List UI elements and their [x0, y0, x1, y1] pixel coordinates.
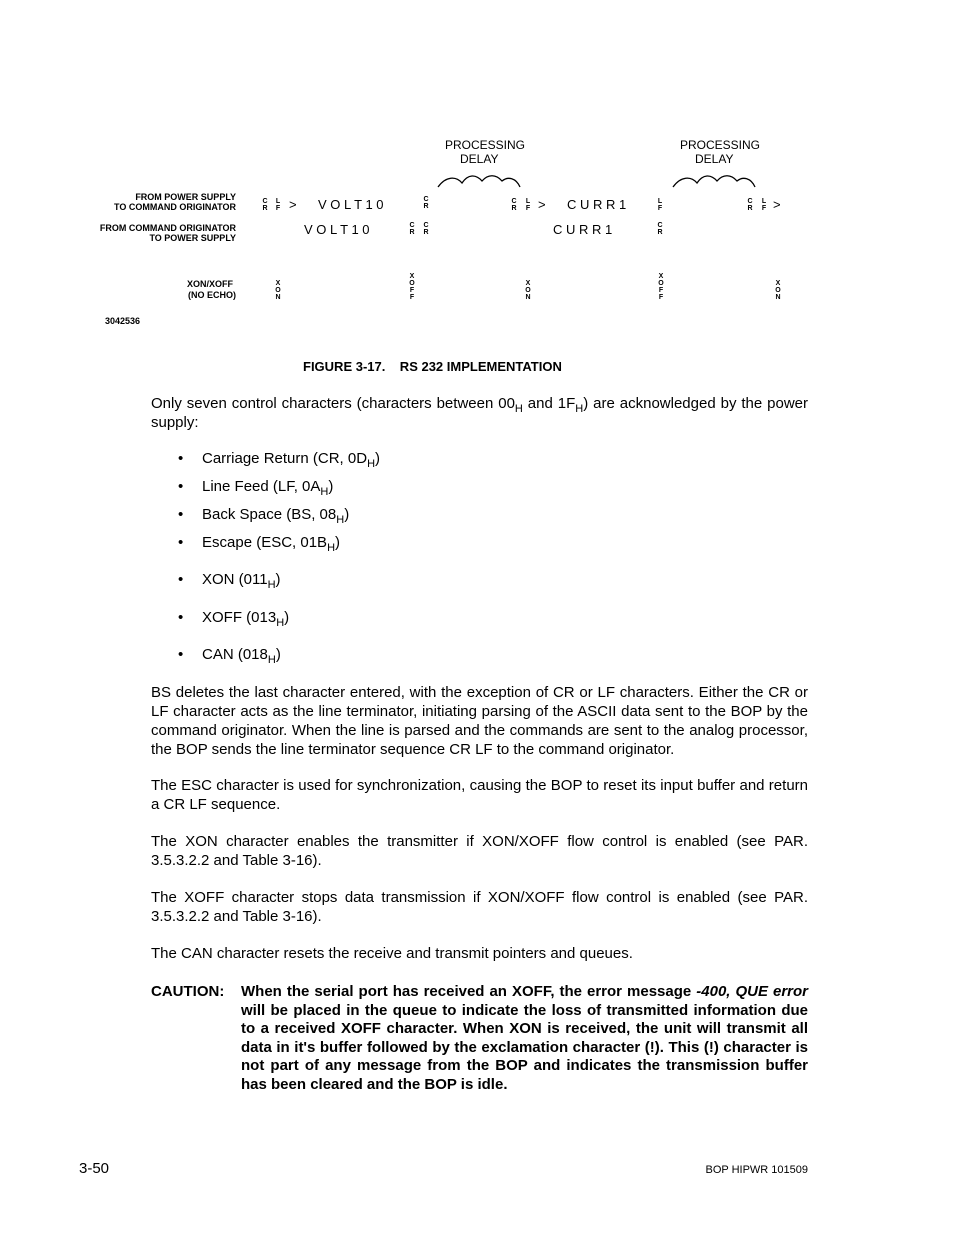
curr-sent-text: C U R R 1 [553, 222, 613, 237]
svg-text:F: F [761, 205, 767, 212]
svg-text:C: C [657, 222, 663, 229]
xoff-paragraph: The XOFF character stops data transmission if XON/XOFF flow control is enabled (see PAR. 3.5.3.2.2 and Table 3-16). [151, 889, 808, 925]
caution-text: When the serial port has received an XOFF, the error message -400, QUE error will be placed in the queue to indicate the loss of transmitted information due to a received XOFF character. When XON is received, the unit will transmit all data in it's buffer followed by the exclamation character (!). This (!) character is not part of any message from the BOP and indicates the transmission buffer has been cleared and the BOP is idle. [241, 983, 808, 1093]
rs232-figure [0, 0, 954, 340]
svg-text:O: O [775, 287, 781, 294]
label-from-orig-2: TO POWER SUPPLY [149, 233, 236, 243]
delay-label-1: DELAY [460, 152, 499, 166]
prompt-1: > [289, 197, 297, 212]
svg-text:R: R [657, 229, 663, 236]
svg-text:C: C [423, 196, 429, 203]
svg-text:R: R [423, 203, 429, 210]
volt-sent-text: V O L T 1 0 [304, 222, 370, 237]
svg-text:N: N [525, 294, 531, 301]
svg-text:N: N [775, 294, 781, 301]
svg-text:R: R [747, 205, 753, 212]
crlf-sent-overlay [0, 0, 954, 340]
svg-text:X: X [658, 273, 664, 280]
svg-text:F: F [657, 205, 663, 212]
document-id: BOP HIPWR 101509 [705, 1164, 808, 1176]
svg-text:L: L [275, 198, 281, 205]
svg-text:L: L [761, 198, 767, 205]
label-from-supply-2: TO COMMAND ORIGINATOR [114, 202, 236, 212]
list-item: • CAN $(018_H)$ [178, 646, 281, 666]
svg-text:X: X [409, 273, 415, 280]
label-from-supply-1: FROM POWER SUPPLY [135, 192, 236, 202]
svg-text:X: X [775, 280, 781, 287]
svg-text:O: O [409, 280, 415, 287]
esc-paragraph: The ESC character is used for synchronization, causing the BOP to reset its input buffer and return a CR LF sequence. [151, 777, 808, 813]
svg-text:R: R [423, 229, 429, 236]
list-item: • Back Space (BS, $08_H$) [178, 506, 350, 526]
prompt-3: > [773, 197, 781, 212]
svg-text:F: F [525, 205, 531, 212]
svg-text:O: O [525, 287, 531, 294]
svg-text:L: L [657, 198, 663, 205]
svg-text:C: C [747, 198, 753, 205]
list-item: • Escape (ESC, $01B_H$) [178, 534, 341, 554]
crlf-sent-volt-r: R [409, 229, 415, 236]
svg-text:C: C [262, 198, 268, 205]
label-xon-1: XON/XOFF [186, 279, 233, 289]
svg-text:X: X [275, 280, 281, 287]
list-item: • XOFF $(013_H)$ [178, 609, 290, 629]
xon-paragraph: The XON character enables the transmitter if XON/XOFF flow control is enabled (see PAR. 3.5.3.2.2 and Table 3-16). [151, 833, 808, 869]
processing-label-1: PROCESSING [445, 138, 526, 152]
delay-label-2: DELAY [695, 152, 734, 166]
svg-text:F: F [658, 287, 664, 294]
svg-text:L: L [525, 198, 531, 205]
list-item: • XON $(011_H)$ [178, 571, 281, 591]
curr-echo-text: C U R R 1 [567, 197, 627, 212]
page-number: 3-50 [79, 1160, 110, 1177]
svg-text:R: R [262, 205, 268, 212]
figure-id-code: 3042536 [105, 316, 141, 326]
svg-text:F: F [658, 294, 664, 301]
prompt-2: > [538, 197, 546, 212]
svg-text:X: X [525, 280, 531, 287]
label-from-orig-1: FROM COMMAND ORIGINATOR [99, 223, 236, 233]
svg-text:F: F [275, 205, 281, 212]
svg-text:O: O [658, 280, 664, 287]
svg-text:F: F [409, 294, 415, 301]
svg-text:C: C [511, 198, 517, 205]
caution-label: CAUTION: [151, 983, 225, 1000]
bs-paragraph: BS deletes the last character entered, with the exception of CR or LF characters. Either the CR or LF character acts as the line terminator, initiating parsing of the ASCII data sent to the BOP by the command originator. When the line is parsed and the commands are sent to the analog processor, the BOP sends the line terminator sequence CR LF to the command originator. [151, 684, 808, 758]
can-paragraph: The CAN character resets the receive and transmit pointers and queues. [151, 945, 633, 962]
processing-label-2: PROCESSING [680, 138, 761, 152]
svg-text:R: R [511, 205, 517, 212]
svg-text:F: F [409, 287, 415, 294]
volt-echo-text: V O L T 1 0 [318, 197, 384, 212]
svg-text:O: O [275, 287, 281, 294]
intro-paragraph: Only seven control characters (characters between $00_H$ and $1F_H$) are acknowledged by the power supply: [151, 395, 809, 431]
list-item: • Line Feed (LF, $0A_H$) [178, 478, 334, 498]
label-xon-2: (NO ECHO) [188, 290, 236, 300]
list-item: • Carriage Return (CR, $0D_H$) [178, 450, 381, 470]
svg-text:C: C [423, 222, 429, 229]
crlf-sent-volt-c: C [409, 222, 415, 229]
svg-text:N: N [275, 294, 281, 301]
